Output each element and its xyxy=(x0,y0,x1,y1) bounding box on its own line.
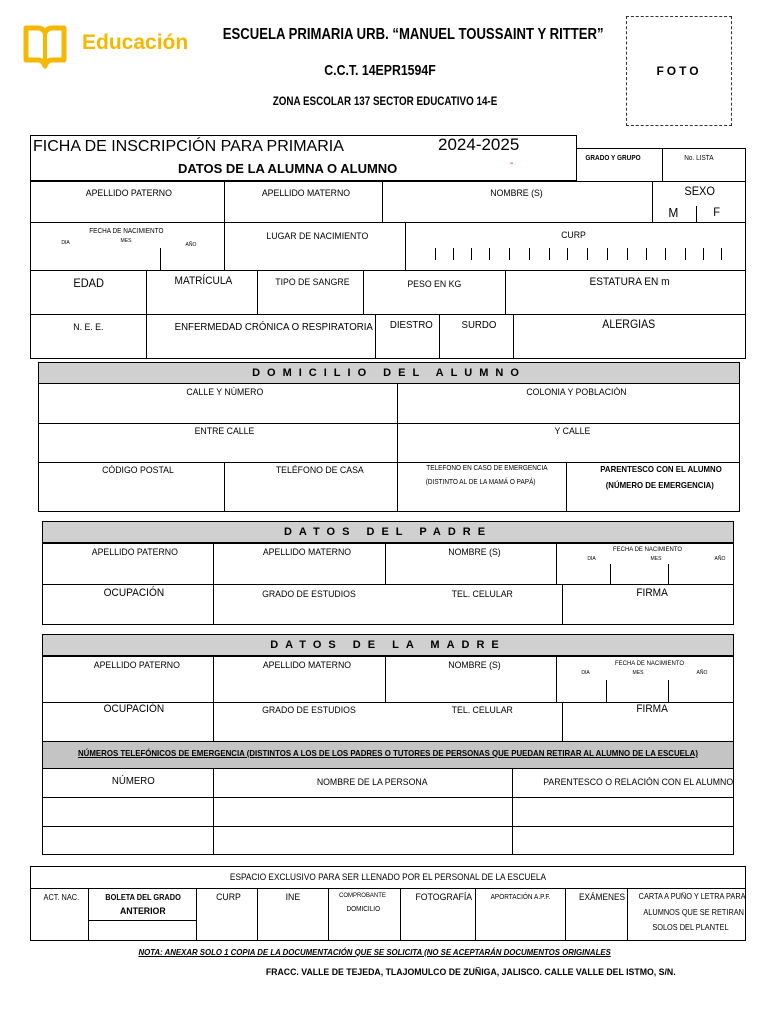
alumno-apellido-materno: APELLIDO MATERNO xyxy=(261,188,351,199)
dom-calle-numero: CALLE Y NÚMERO xyxy=(186,387,264,398)
alumno-dia: DIA xyxy=(61,240,70,246)
footer-address: FRACC. VALLE DE TEJEDA, TLAJOMULCO DE ZUÑIGA, JALISCO. CALLE VALLE DEL ISTMO, S/N. xyxy=(265,967,676,978)
red-mark: - xyxy=(510,158,514,169)
grado-grupo-label: GRADO Y GRUPO xyxy=(585,155,641,162)
dom-colonia: COLONIA Y POBLACIÓN xyxy=(526,387,627,398)
curp-tick xyxy=(489,248,490,260)
personal-carta-3: SOLOS DEL PLANTEL xyxy=(652,923,729,932)
logo xyxy=(22,22,197,72)
personal-carta-1: CARTA A PUÑO Y LETRA PARA xyxy=(638,892,746,901)
madre-dia: DIA xyxy=(581,670,590,676)
madre-fecha-nac: FECHA DE NACIMIENTO xyxy=(615,660,685,667)
form-year: 2024-2025 xyxy=(438,135,520,154)
personal-carta-2: ALUMNOS QUE SE RETIRAN xyxy=(643,908,744,917)
personal-ine: INE xyxy=(285,892,301,903)
emergencia-numero: NÚMERO xyxy=(111,775,155,787)
emergencia-parentesco: PARENTESCO O RELACIÓN CON EL ALUMNO xyxy=(543,777,734,788)
photo-label: FOTO xyxy=(656,64,702,78)
footer-nota: NOTA: ANEXAR SOLO 1 COPIA DE LA DOCUMENTACIÓN QUE SE SOLICITA (NO SE ACEPTARÁN DOCUMENTOS ORIGINALES xyxy=(138,947,611,957)
alumno-alergias: ALERGIAS xyxy=(602,319,656,331)
curp-tick xyxy=(453,248,454,260)
personal-comprobante-2: DOMICILIO xyxy=(346,906,381,913)
curp-tick xyxy=(685,248,686,260)
alumno-sexo: SEXO xyxy=(684,184,716,198)
curp-tick xyxy=(567,248,568,260)
padre-ocupacion: OCUPACIÓN xyxy=(103,587,165,599)
dom-entre-calle: ENTRE CALLE xyxy=(194,426,255,437)
domicilio-table xyxy=(38,383,740,512)
dom-parentesco-1: PARENTESCO CON EL ALUMNO xyxy=(600,464,722,474)
curp-tick xyxy=(646,248,647,260)
madre-tel-celular: TEL. CELULAR xyxy=(451,705,513,716)
madre-grado-estudios: GRADO DE ESTUDIOS xyxy=(262,705,356,716)
book-icon xyxy=(22,22,68,72)
madre-anio: AÑO xyxy=(696,670,708,676)
personal-aportacion: APORTACIÓN A.P.F. xyxy=(490,894,551,901)
personal-fotografia: FOTOGRAFÍA xyxy=(415,892,473,903)
curp-tick xyxy=(471,248,472,260)
dom-parentesco-2: (NÚMERO DE EMERGENCIA) xyxy=(605,480,714,490)
curp-tick xyxy=(721,248,722,260)
padre-anio: AÑO xyxy=(714,556,726,562)
zone: ZONA ESCOLAR 137 SECTOR EDUCATIVO 14-E xyxy=(272,94,498,108)
emergencia-title: NÚMEROS TELEFÓNICOS DE EMERGENCIA (DISTINTOS A LOS DE LOS PADRES O TUTORES DE PERSONAS QUE PUEDAN RETIRAR AL ALUMNO DE LA ESCUELA) xyxy=(78,749,698,758)
padre-title: DATOS DEL PADRE xyxy=(283,526,493,538)
alumno-surdo: SURDO xyxy=(461,319,497,331)
curp-tick xyxy=(607,248,608,260)
domicilio-title: DOMICILIO DEL ALUMNO xyxy=(252,367,526,379)
personal-curp: CURP xyxy=(216,892,241,903)
alumno-fecha-nac: FECHA DE NACIMIENTO xyxy=(89,228,164,235)
padre-firma: FIRMA xyxy=(636,587,668,599)
madre-firma: FIRMA xyxy=(636,703,668,715)
alumno-nee: N. E. E. xyxy=(73,322,104,333)
personal-anterior: ANTERIOR xyxy=(119,906,166,917)
alumno-diestro: DIESTRO xyxy=(389,319,433,331)
padre-apellido-paterno: APELLIDO PATERNO xyxy=(91,547,178,558)
padre-apellido-materno: APELLIDO MATERNO xyxy=(262,547,352,558)
dom-telefono-casa: TELÉFONO DE CASA xyxy=(275,465,364,476)
curp-boxes[interactable] xyxy=(405,222,746,270)
logo-text: Educación xyxy=(82,31,189,54)
alumno-mes: MES xyxy=(120,238,132,244)
dom-tel-emergencia-2: (DISTINTO AL DE LA MAMÁ O PAPÁ) xyxy=(425,479,536,486)
alumno-sexo-f[interactable]: F xyxy=(713,205,721,219)
personal-comprobante-1: COMPROBANTE xyxy=(339,892,386,899)
madre-nombre: NOMBRE (S) xyxy=(448,660,501,671)
alumno-lugar-nac: LUGAR DE NACIMIENTO xyxy=(266,231,369,242)
emergencia-nombre-persona: NOMBRE DE LA PERSONA xyxy=(316,777,428,788)
curp-tick xyxy=(665,248,666,260)
padre-grado-estudios: GRADO DE ESTUDIOS xyxy=(262,589,356,600)
madre-title: DATOS DE LA MADRE xyxy=(270,639,506,651)
alumno-edad: EDAD xyxy=(73,276,105,290)
padre-nombre: NOMBRE (S) xyxy=(448,547,501,558)
alumno-apellido-paterno: APELLIDO PATERNO xyxy=(85,188,172,199)
padre-tel-celular: TEL. CELULAR xyxy=(451,589,513,600)
cct: C.C.T. 14EPR1594F xyxy=(324,62,436,79)
personal-act-nac: ACT. NAC. xyxy=(43,893,80,902)
curp-tick xyxy=(703,248,704,260)
dom-y-calle: Y CALLE xyxy=(554,426,591,437)
alumno-tipo-sangre: TIPO DE SANGRE xyxy=(275,277,350,288)
madre-apellido-paterno: APELLIDO PATERNO xyxy=(93,660,180,671)
dom-codigo-postal: CÓDIGO POSTAL xyxy=(102,465,174,476)
no-lista-label: No. LISTA xyxy=(684,155,714,162)
curp-tick xyxy=(627,248,628,260)
curp-tick xyxy=(549,248,550,260)
alumno-enfermedad: ENFERMEDAD CRÓNICA O RESPIRATORIA xyxy=(174,321,373,333)
alumno-nombre: NOMBRE (S) xyxy=(490,188,543,199)
madre-ocupacion: OCUPACIÓN xyxy=(103,703,165,715)
padre-fecha-nac: FECHA DE NACIMIENTO xyxy=(613,546,683,553)
curp-tick xyxy=(435,248,436,260)
personal-boleta: BOLETA DEL GRADO xyxy=(105,893,181,902)
grado-grupo-box[interactable] xyxy=(576,148,746,182)
madre-mes: MES xyxy=(632,670,644,676)
padre-mes: MES xyxy=(650,556,662,562)
photo-box[interactable] xyxy=(626,16,732,126)
curp-tick xyxy=(529,248,530,260)
alumno-curp: CURP xyxy=(561,230,586,241)
alumno-estatura: ESTATURA EN m xyxy=(589,276,670,288)
alumno-sexo-m[interactable]: M xyxy=(668,205,679,220)
form-title: FICHA DE INSCRIPCIÓN PARA PRIMARIA xyxy=(33,138,344,155)
padre-dia: DIA xyxy=(587,556,596,562)
form-subtitle: DATOS DE LA ALUMNA O ALUMNO xyxy=(178,161,398,176)
alumno-anio: AÑO xyxy=(185,242,197,248)
school-name: ESCUELA PRIMARIA URB. “MANUEL TOUSSAINT Y RITTER” xyxy=(222,26,604,43)
madre-apellido-materno: APELLIDO MATERNO xyxy=(262,660,352,671)
curp-tick xyxy=(587,248,588,260)
personal-title: ESPACIO EXCLUSIVO PARA SER LLENADO POR EL PERSONAL DE LA ESCUELA xyxy=(229,872,547,882)
alumno-peso: PESO EN KG xyxy=(407,279,462,290)
dom-tel-emergencia-1: TELEFONO EN CASO DE EMERGENCIA xyxy=(426,465,548,472)
personal-examenes: EXÁMENES xyxy=(579,892,626,902)
alumno-matricula: MATRÍCULA xyxy=(174,275,233,287)
curp-tick xyxy=(509,248,510,260)
